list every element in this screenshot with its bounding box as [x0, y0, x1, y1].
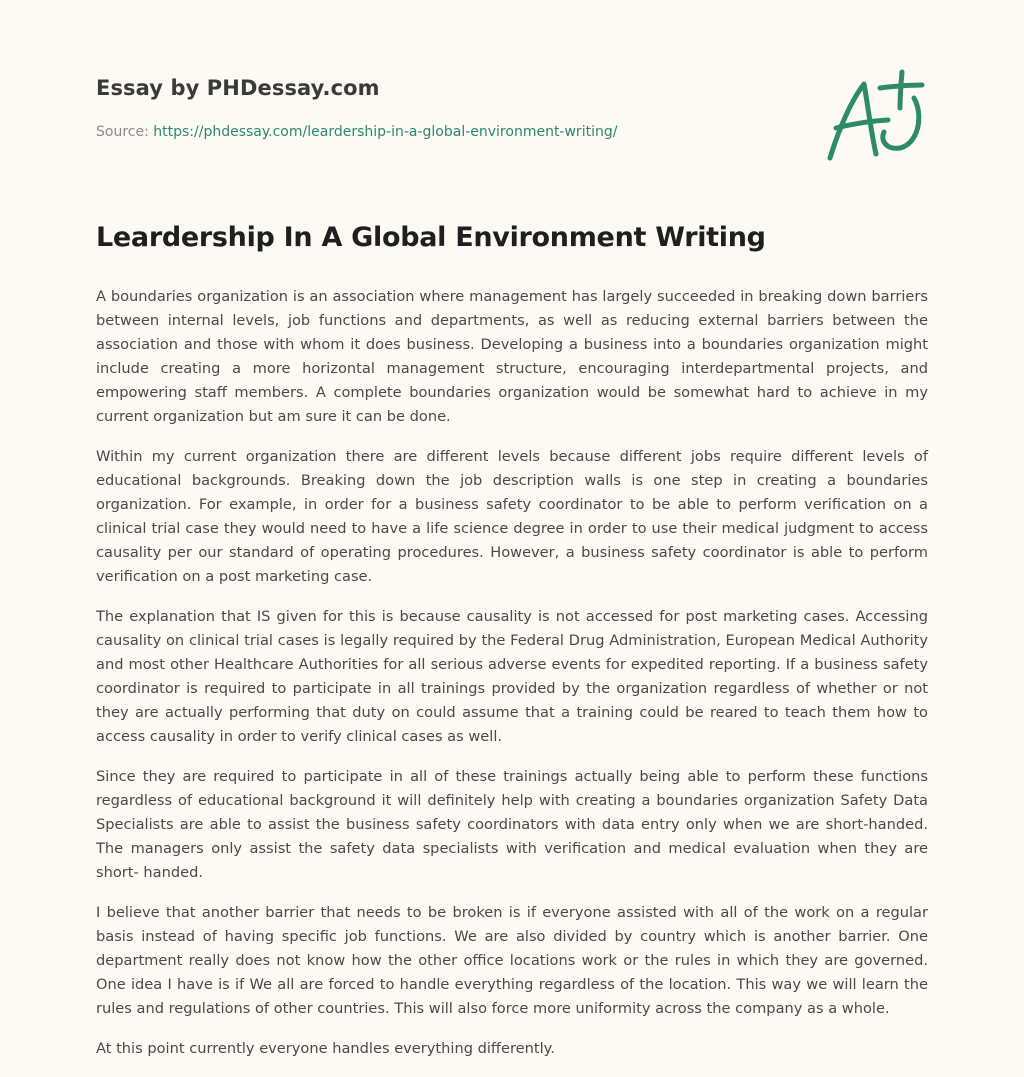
- source-link[interactable]: https://phdessay.com/leardership-in-a-global-environment-writing/: [153, 124, 618, 140]
- page-title: Leardership In A Global Environment Writing: [96, 222, 766, 253]
- a-plus-grade-icon: [818, 66, 934, 166]
- paragraph: I believe that another barrier that needs to be broken is if everyone assisted with all of the work on a regular basis instead of having specific job functions. We are also divided by country which is another barrier. One department really does not know how the other office locations work or the rules in which they are governed. One idea I have is if We all are forced to handle everything regardless of the location. This way we will learn the rules and regulations of other countries. This will also force more uniformity across the company as a whole.: [96, 904, 928, 1017]
- site-brand: Essay by PHDessay.com: [96, 76, 380, 100]
- paragraph: At this point currently everyone handles everything differently.: [96, 1040, 555, 1057]
- paragraph: The explanation that IS given for this is because causality is not accessed for post marketing cases. Accessing causality on clinical trial cases is legally required by the Federal Drug Administration, European Medical Authority and most other Healthcare Authorities for all serious adverse events for expedited reporting. If a business safety coordinator is required to participate in all trainings provided by the organization regardless of whether or not they are actually performing that duty on could assume that a training could be reared to teach them how to access causality in order to verify clinical cases as well.: [96, 608, 928, 745]
- header: [96, 76, 796, 140]
- paragraph: A boundaries organization is an association where management has largely succeeded in breaking down barriers between internal levels, job functions and departments, as well as reducing external barriers between the association and those with whom it does business. Developing a business into a boundaries organization might include creating a more horizontal management structure, encouraging interdepartmental projects, and empowering staff members. A complete boundaries organization would be somewhat hard to achieve in my current organization but am sure it can be done.: [96, 288, 928, 425]
- article-body: [96, 285, 928, 1077]
- source-label: Source:: [96, 124, 149, 140]
- source-line: [96, 124, 796, 140]
- paragraph: Since they are required to participate in all of these trainings actually being able to perform these functions regardless of educational background it will definitely help with creating a boundaries organization Safety Data Specialists are able to assist the business safety coordinators with data entry only when we are short-handed. The managers only assist the safety data specialists with verification and medical evaluation when they are short- handed.: [96, 768, 928, 881]
- paragraph: Within my current organization there are different levels because different jobs require different levels of educational backgrounds. Breaking down the job description walls is one step in creating a boundaries organization. For example, in order for a business safety coordinator to be able to perform verification on a clinical trial case they would need to have a life science degree in order to use their medical judgment to access causality per our standard of operating procedures. However, a business safety coordinator is able to perform verification on a post marketing case.: [96, 448, 928, 585]
